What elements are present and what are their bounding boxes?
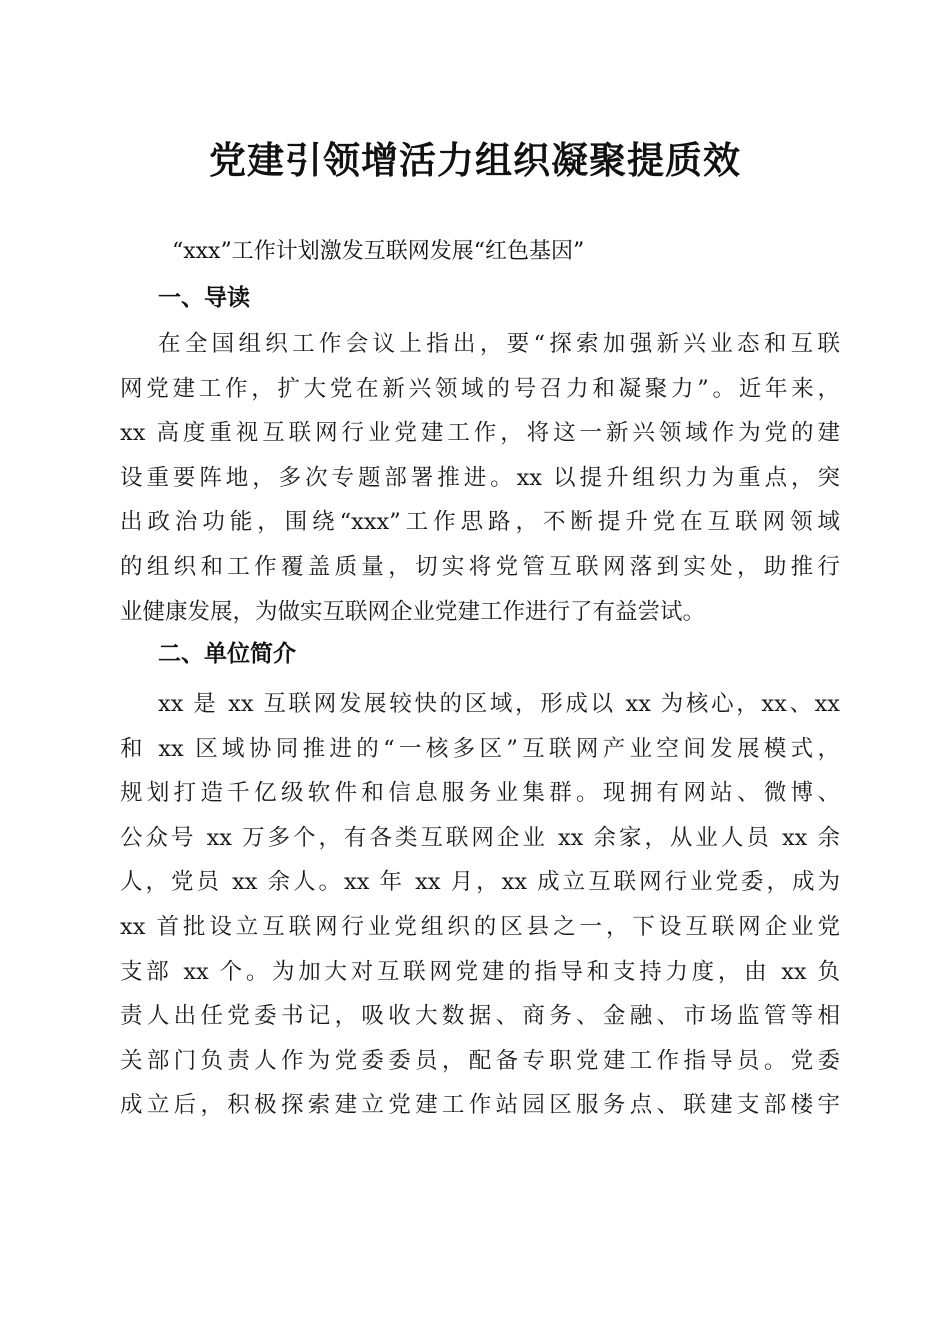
paragraph-line: 支部 xx 个。为加大对互联网党建的指导和支持力度，由 xx 负 (120, 958, 840, 985)
paragraph-line: 规划打造千亿级软件和信息服务业集群。现拥有网站、微博、 (120, 780, 840, 807)
section-heading-intro: 一、导读 (158, 285, 250, 311)
paragraph-line: 和 xx 区域协同推进的“一核多区”互联网产业空间发展模式， (120, 735, 840, 762)
section-heading-unit-profile: 二、单位简介 (158, 641, 296, 667)
paragraph-line: 出政治功能，围绕“xxx”工作思路，不断提升党在互联网领域 (120, 509, 840, 536)
paragraph-line: 业健康发展，为做实互联网企业党建工作进行了有益尝试。 (120, 598, 706, 625)
paragraph-line: 责人出任党委书记，吸收大数据、商务、金融、市场监管等相 (120, 1003, 840, 1030)
paragraph-line: 关部门负责人作为党委委员，配备专职党建工作指导员。党委 (120, 1047, 840, 1074)
paragraph-line: 公众号 xx 万多个，有各类互联网企业 xx 余家，从业人员 xx 余 (120, 824, 840, 851)
paragraph-line: 成立后，积极探索建立党建工作站园区服务点、联建支部楼宇 (120, 1092, 840, 1119)
paragraph-line: xx 是 xx 互联网发展较快的区域，形成以 xx 为核心，xx、xx (158, 691, 840, 717)
document-subtitle: “xxx”工作计划激发互联网发展“红色基因” (172, 239, 585, 264)
document-title: 党建引领增活力组织凝聚提质效 (209, 138, 741, 182)
paragraph-line: xx 高度重视互联网行业党建工作，将这一新兴领域作为党的建 (120, 420, 840, 447)
paragraph-line: 人，党员 xx 余人。xx 年 xx 月，xx 成立互联网行业党委，成为 (120, 869, 840, 896)
paragraph-line: 在全国组织工作会议上指出，要“探索加强新兴业态和互联 (158, 331, 840, 357)
section-body-intro (120, 322, 840, 634)
paragraph-line: xx 首批设立互联网行业党组织的区县之一，下设互联网企业党 (120, 913, 840, 940)
paragraph-line: 网党建工作，扩大党在新兴领域的号召力和凝聚力”。近年来， (120, 375, 840, 402)
paragraph-line: 设重要阵地，多次专题部署推进。xx 以提升组织力为重点，突 (120, 464, 840, 491)
section-body-unit-profile (120, 682, 840, 1128)
paragraph-line: 的组织和工作覆盖质量，切实将党管互联网落到实处，助推行 (120, 553, 840, 580)
